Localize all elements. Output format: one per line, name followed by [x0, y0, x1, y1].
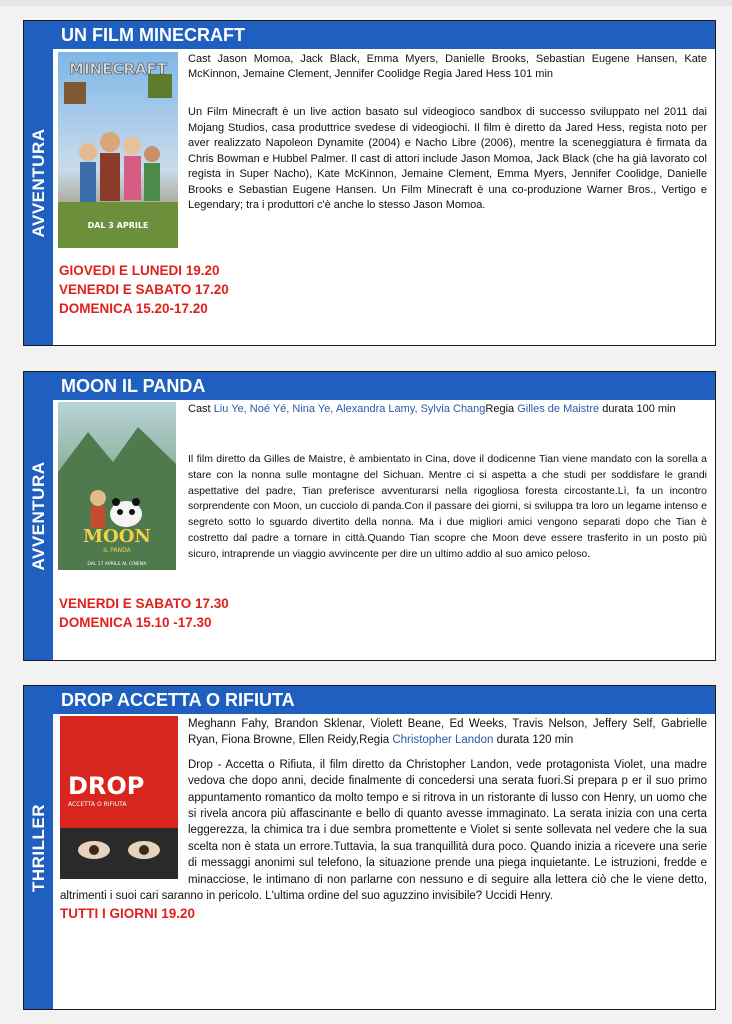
- poster-subtitle: ACCETTA O RIFIUTA: [68, 801, 127, 808]
- film-title: MOON IL PANDA: [61, 376, 206, 396]
- film-plot: Drop - Accetta o Rifiuta, il film diretto da Christopher Landon, vede protagonista Violet, una madre vedova che dopo anni, decide finalmente di concedersi una serata fuori.Si prepara p er il suo primo appuntamento romantico da molto tempo e si ritrova in un ristorante di lusso con Henry, un uomo che si rivela ancora più affascinante e bello di quanto avesse immaginato. La serata inizia con una certa leggerezza, la chimica tra i due sembra promettente e Violet si sente sollevata nel vedere che la sua scelta non è stata un errore.Tuttavia, la sua tranquillità dura poco. Quando inizia a ricevere una serie di messaggi anonimi sul telefono, la situazione prende una piega inquietante. Le istruzioni, fredde e minacciose, le intimano di non parlarne con nessuno e di seguire alla lettera ciò che le viene detto, altrimenti i suoi cari saranno in pericolo. L'ultima ordine del suo aguzzino invisibile? Uccidi Henry.: [60, 758, 707, 903]
- genre-band: [24, 21, 53, 345]
- showtime-line: DOMENICA 15.10 -17.30: [59, 615, 212, 630]
- film-card-drop: [23, 685, 716, 1010]
- director-name: Christopher Landon: [392, 734, 494, 747]
- poster-image: [58, 52, 178, 248]
- genre-label: THRILLER: [28, 803, 48, 892]
- showtime-line: GIOVEDI E LUNEDI 19.20: [59, 263, 220, 278]
- film-title: UN FILM MINECRAFT: [61, 25, 245, 45]
- film-plot: Il film diretto da Gilles de Maistre, è ambientato in Cina, dove il dodicenne Tian viene mandato con la sorella a stare con la nonna sulle montagne del Sichuan. Mentre ci si aspetta a che studi per soddisfare le grandi aspettative del padre, Tian preferisce avventurarsi nella rigogliosa foresta circostante.Lì, fa un incontro sorprendente con Moon, un cucciolo di panda.Con il passare dei giorni, si sviluppa tra loro un legame intenso e segreto sotto lo sguardo divertito della nonna. Ma i due migliori amici vengono separati dopo che Tian è costretto dal padre a tornare in città.Quando Tian scopre che Moon deve essere trasferito in un posto più sicuro, intraprende un viaggio avvincente per dire un ultimo addio al suo amico peloso.: [188, 453, 707, 560]
- film-plot: Un Film Minecraft è un live action basato sul videogioco sandbox di successo sviluppato nel 2011 dai Mojang Studios, casa produttrice svedese di videogiochi. Il film è diretto da Jared Hess, regista noto per aver realizzato Napoleon Dynamite (2004) e Nacho Libre (2006), mentre la sceneggiatura è firmata da Chris Bowman e Hubbel Palmer. Il cast di attori include Jason Momoa, Jack Black (che ha già lavorato col regista in Super Nacho), Kate McKinnon, Jemaine Clement, Emma Myers, Jennifer Coolidge, Danielle Brooks e Sebastian Eugene Hansen. Un Film Minecraft è una co-produzione Warner Bros., Vertigo e Legendary; tra i produttori c'è anche lo stesso Jason Momoa.: [188, 106, 707, 211]
- poster-image: [58, 402, 176, 570]
- showtimes: [59, 594, 229, 632]
- top-edge: [0, 0, 732, 6]
- poster-subtitle: IL PANDA: [103, 547, 131, 554]
- showtime-line: TUTTI I GIORNI 19.20: [60, 906, 196, 922]
- poster-tagline: DAL 3 APRILE: [87, 221, 149, 230]
- showtime-line: VENERDI E SABATO 17.30: [59, 596, 229, 611]
- poster-title: DROP: [68, 772, 145, 800]
- showtime-line: DOMENICA 15.20-17.20: [59, 301, 208, 316]
- film-body: [60, 716, 707, 923]
- poster-image: [60, 716, 178, 879]
- genre-label: AVVENTURA: [28, 128, 48, 238]
- title-bar: [53, 372, 715, 400]
- genre-label: AVVENTURA: [28, 461, 48, 571]
- showtimes: [59, 261, 229, 318]
- duration: durata 100 min: [602, 403, 676, 415]
- director-label: Regia: [359, 734, 390, 747]
- film-card-minecraft: [23, 20, 716, 346]
- poster-title: MOON: [83, 526, 151, 547]
- film-credits: [188, 402, 707, 417]
- genre-band: [24, 372, 53, 660]
- duration: durata 120 min: [496, 734, 574, 747]
- director-name: Gilles de Maistre: [517, 403, 600, 415]
- cast-label: Cast: [188, 403, 211, 415]
- cast-names: Meghann Fahy, Brandon Sklenar, Violett Beane, Ed Weeks, Travis Nelson, Jeffery Self, Gabrielle Ryan, Fiona Browne, Ellen Reidy,: [188, 718, 707, 747]
- title-bar: [53, 686, 715, 714]
- cast-names: Liu Ye, Noé Yé, Nina Ye, Alexandra Lamy, Sylvia Chang: [213, 403, 486, 415]
- film-title: DROP ACCETTA O RIFIUTA: [61, 690, 295, 710]
- film-card-moon: [23, 371, 716, 661]
- poster-title: MINECRAFT: [69, 60, 167, 78]
- genre-band: [24, 686, 53, 1009]
- director-label: Regia: [485, 403, 515, 415]
- showtime-line: VENERDI E SABATO 17.20: [59, 282, 229, 297]
- poster-tagline: DAL 17 APRILE AL CINEMA: [87, 562, 147, 567]
- film-credits: Cast Jason Momoa, Jack Black, Emma Myers, Danielle Brooks, Sebastian Eugene Hansen, Kate McKinnon, Jemaine Clement, Jennifer Coolidge Regia Jared Hess 101 min: [188, 53, 707, 80]
- title-bar: [53, 21, 715, 49]
